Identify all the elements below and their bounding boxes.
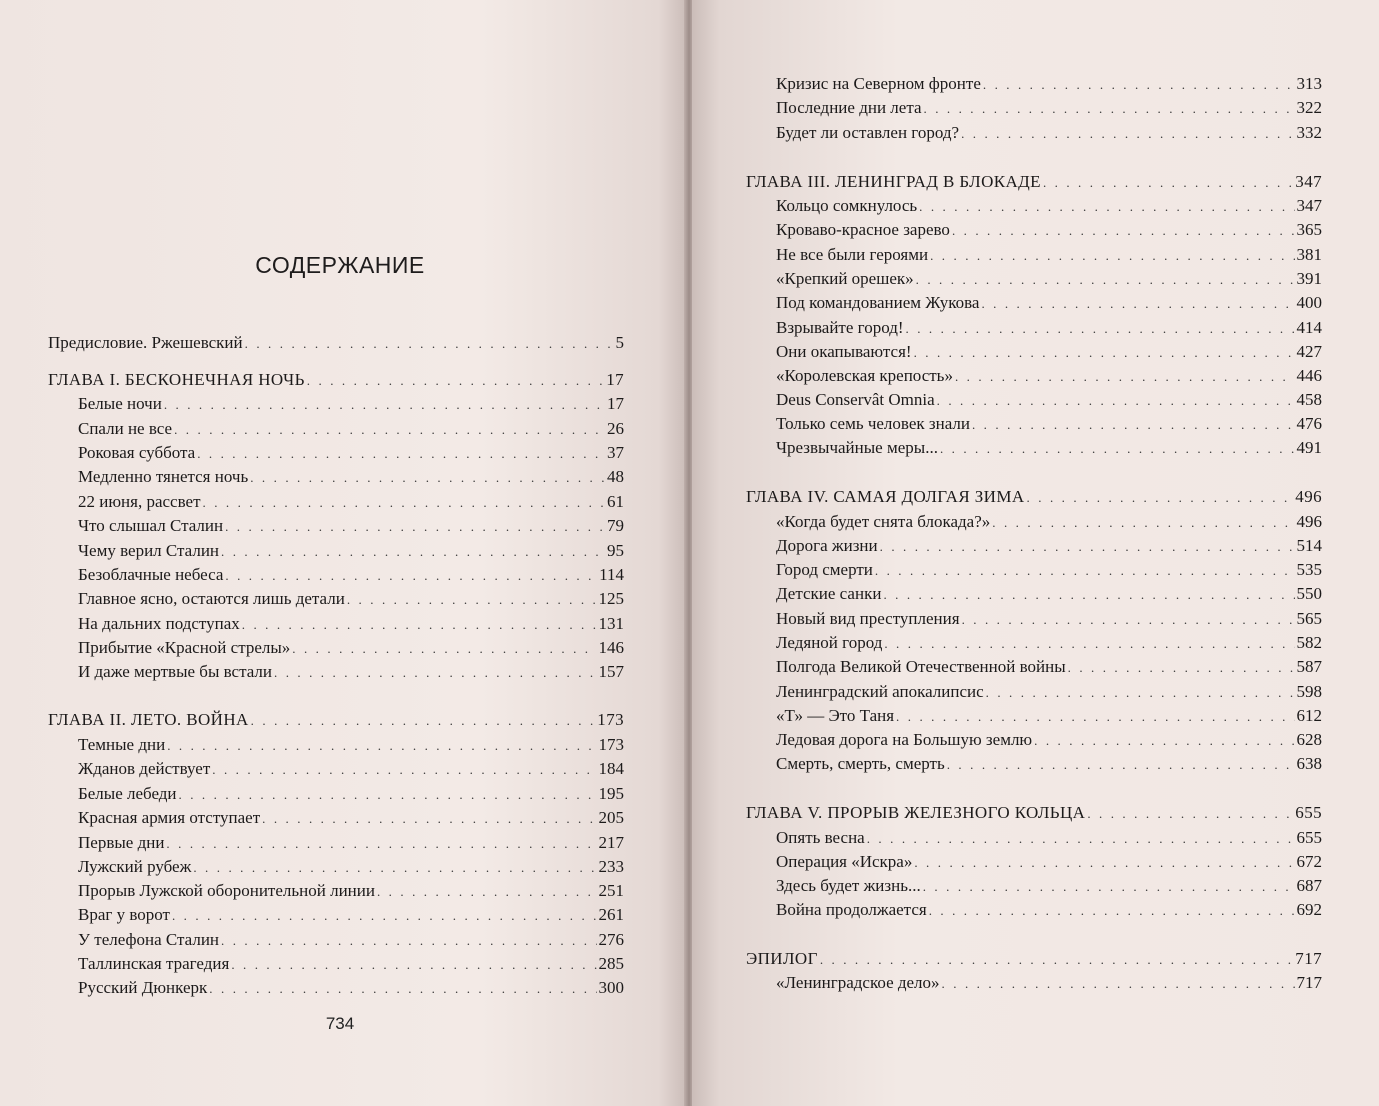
toc-entry-title: ГЛАВА V. ПРОРЫВ ЖЕЛЕЗНОГО КОЛЬЦА [746, 803, 1086, 822]
dot-leader [1027, 487, 1294, 509]
dot-leader [924, 98, 1295, 120]
toc-entry-title: Белые ночи [78, 394, 162, 413]
dot-leader [962, 609, 1295, 631]
toc-entry-title: Здесь будет жизнь... [776, 876, 921, 895]
toc-entry-title: Таллинская трагедия [78, 954, 230, 973]
toc-entry-title: Новый вид преступления [776, 609, 960, 628]
toc-entry-title: Полгода Великой Отечественной войны [776, 657, 1066, 676]
toc-entry-title: «Королевская крепость» [776, 366, 953, 385]
toc-entry-page: 157 [598, 662, 624, 681]
toc-entry-page: 95 [607, 541, 624, 560]
toc-entry-title: Прорыв Лужской оборонительной линии [78, 881, 375, 900]
toc-entry-page: 365 [1296, 220, 1322, 239]
dot-leader [906, 318, 1295, 340]
toc-entry [746, 341, 1322, 364]
toc-entry [48, 977, 624, 1000]
toc-entry-title: Что слышал Сталин [78, 516, 224, 535]
dot-leader [884, 633, 1294, 655]
toc-entry [48, 758, 624, 781]
toc-entry [746, 365, 1322, 388]
toc-entry-title: Чему верил Сталин [78, 541, 220, 560]
dot-leader [972, 414, 1295, 436]
toc-entry [746, 681, 1322, 704]
dot-leader [225, 516, 605, 538]
toc-entry-title: Дорога жизни [776, 536, 878, 555]
toc-entry [746, 292, 1322, 315]
toc-entry-title: ГЛАВА III. ЛЕНИНГРАД В БЛОКАДЕ [746, 172, 1041, 191]
toc-entry [48, 332, 624, 355]
toc-entry [48, 807, 624, 830]
toc-entry-page: 717 [1296, 973, 1322, 992]
toc-entry-title: Они окапываются! [776, 342, 912, 361]
toc-entry-page: 79 [607, 516, 624, 535]
toc-entry-title: Ледовая дорога на Большую землю [776, 730, 1033, 749]
toc-entry-page: 582 [1296, 633, 1322, 652]
toc-entry [48, 418, 624, 441]
toc-entry-title: ЭПИЛОГ [746, 949, 818, 968]
toc-entry-page: 146 [598, 638, 624, 657]
left-page [0, 0, 686, 1106]
toc-entry [746, 851, 1322, 874]
dot-leader [952, 220, 1295, 242]
toc-entry-title: Медленно тянется ночь [78, 467, 249, 486]
toc-entry [746, 656, 1322, 679]
dot-leader [164, 394, 605, 416]
toc-entry [48, 491, 624, 514]
dot-leader [307, 370, 604, 392]
toc-entry [746, 972, 1322, 995]
toc-entry-title: У телефона Сталин [78, 930, 220, 949]
dot-leader [981, 293, 1294, 315]
toc-entry-page: 414 [1296, 318, 1322, 337]
toc-entry-title: ГЛАВА I. БЕСКОНЕЧНАЯ НОЧЬ [48, 370, 305, 389]
toc-entry-title: Спали не все [78, 419, 173, 438]
dot-leader [961, 123, 1294, 145]
dot-leader [867, 828, 1295, 850]
toc-entry [48, 442, 624, 465]
toc-entry-page: 332 [1296, 123, 1322, 142]
toc-chapter-entry [746, 802, 1322, 825]
page-number: 734 [325, 1014, 355, 1033]
toc-entry-title: Опять весна [776, 828, 865, 847]
dot-leader [262, 808, 596, 830]
toc-entry [48, 588, 624, 611]
toc-entry-title: Кольцо сомкнулось [776, 196, 918, 215]
toc-entry-page: 400 [1296, 293, 1322, 312]
toc-entry-title: Город смерти [776, 560, 873, 579]
contents-heading: СОДЕРЖАНИЕ [255, 252, 425, 278]
dot-leader [1087, 803, 1293, 825]
dot-leader [914, 342, 1295, 364]
dot-leader [875, 560, 1295, 582]
toc-entry-page: 427 [1296, 342, 1322, 361]
dot-leader [992, 512, 1294, 534]
toc-chapter-entry [746, 171, 1322, 194]
toc-entry [48, 832, 624, 855]
toc-entry [48, 613, 624, 636]
dot-leader [172, 905, 597, 927]
toc-entry-title: Чрезвычайные меры... [776, 438, 938, 457]
right-page [692, 0, 1379, 1106]
dot-leader [209, 978, 596, 1000]
toc-entry-page: 628 [1296, 730, 1322, 749]
dot-leader [820, 949, 1293, 971]
toc-entry [746, 559, 1322, 582]
toc-entry-title: Предисловие. Ржешевский [48, 333, 243, 352]
toc-entry-title: Роковая суббота [78, 443, 196, 462]
toc-entry [48, 540, 624, 563]
dot-leader [225, 565, 597, 587]
toc-entry-title: Будет ли оставлен город? [776, 123, 960, 142]
toc-entry-page: 5 [615, 333, 624, 352]
toc-entry [746, 753, 1322, 776]
toc-entry [746, 97, 1322, 120]
toc-entry-page: 655 [1296, 828, 1322, 847]
toc-entry-page: 26 [607, 419, 624, 438]
toc-entry-title: Лужский рубеж [78, 857, 192, 876]
toc-entry-page: 458 [1296, 390, 1322, 409]
dot-leader [942, 973, 1295, 995]
toc-entry [746, 122, 1322, 145]
dot-leader [896, 706, 1294, 728]
toc-entry [48, 564, 624, 587]
toc-entry-page: 17 [606, 370, 624, 389]
toc-entry [48, 904, 624, 927]
toc-entry [746, 729, 1322, 752]
dot-leader [880, 536, 1295, 558]
toc-entry [746, 268, 1322, 291]
dot-leader [916, 269, 1295, 291]
toc-entry-title: ГЛАВА IV. САМАЯ ДОЛГАЯ ЗИМА [746, 487, 1025, 506]
dot-leader [955, 366, 1295, 388]
toc-chapter-entry [746, 486, 1322, 509]
toc-entry-title: Взрывайте город! [776, 318, 904, 337]
toc-entry-title: Deus Conservât Omnia [776, 390, 935, 409]
toc-entry [746, 195, 1322, 218]
toc-entry [48, 661, 624, 684]
toc-entry [48, 466, 624, 489]
dot-leader [923, 876, 1295, 898]
toc-entry-page: 565 [1296, 609, 1322, 628]
toc-chapter-entry [746, 948, 1322, 971]
toc-entry-page: 205 [598, 808, 624, 827]
toc-entry [746, 219, 1322, 242]
toc-entry [746, 875, 1322, 898]
toc-entry-page: 173 [597, 710, 624, 729]
toc-entry-page: 261 [598, 905, 624, 924]
toc-entry-page: 391 [1296, 269, 1322, 288]
dot-leader [174, 419, 605, 441]
toc-entry [48, 856, 624, 879]
toc-entry [746, 583, 1322, 606]
toc-entry-page: 717 [1295, 949, 1322, 968]
toc-entry [746, 511, 1322, 534]
toc-entry-title: «Ленинградское дело» [776, 973, 940, 992]
toc-entry-title: Враг у ворот [78, 905, 170, 924]
toc-entry-page: 598 [1296, 682, 1322, 701]
dot-leader [983, 74, 1295, 96]
toc-entry [48, 929, 624, 952]
dot-leader [242, 614, 597, 636]
toc-entry-title: 22 июня, рассвет [78, 492, 201, 511]
dot-leader [919, 196, 1294, 218]
toc-entry-page: 535 [1296, 560, 1322, 579]
dot-leader [914, 852, 1294, 874]
toc-entry-page: 251 [598, 881, 624, 900]
toc-entry-title: Смерть, смерть, смерть [776, 754, 945, 773]
toc-entry-page: 687 [1296, 876, 1322, 895]
toc-entry-page: 300 [598, 978, 624, 997]
toc-entry-title: Русский Дюнкерк [78, 978, 208, 997]
dot-leader [883, 584, 1294, 606]
toc-entry-page: 173 [598, 735, 624, 754]
toc-entry-title: Жданов действует [78, 759, 211, 778]
toc-entry-title: Только семь человек знали [776, 414, 970, 433]
toc-entry-page: 313 [1296, 74, 1322, 93]
toc-entry-title: Операция «Искра» [776, 852, 913, 871]
toc-entry-title: «Когда будет снята блокада?» [776, 512, 991, 531]
toc-entry [48, 880, 624, 903]
toc-entry-page: 655 [1295, 803, 1322, 822]
toc-entry-title: На дальних подступах [78, 614, 240, 633]
toc-entry [48, 515, 624, 538]
dot-leader [251, 710, 596, 732]
toc-entry-page: 195 [598, 784, 624, 803]
toc-entry [746, 705, 1322, 728]
toc-entry [48, 637, 624, 660]
toc-entry-page: 496 [1296, 512, 1322, 531]
toc-entry-page: 381 [1296, 245, 1322, 264]
toc-entry [48, 953, 624, 976]
toc-entry-page: 125 [598, 589, 624, 608]
toc-entry [746, 317, 1322, 340]
toc-entry-title: Безоблачные небеса [78, 565, 224, 584]
toc-entry-page: 446 [1296, 366, 1322, 385]
toc-entry-page: 48 [607, 467, 624, 486]
toc-entry [746, 608, 1322, 631]
toc-entry-title: Под командованием Жукова [776, 293, 980, 312]
dot-leader [929, 900, 1295, 922]
toc-entry-page: 17 [607, 394, 624, 413]
dot-leader [221, 930, 596, 952]
dot-leader [212, 759, 596, 781]
dot-leader [986, 682, 1295, 704]
toc-entry [48, 734, 624, 757]
toc-entry-page: 550 [1296, 584, 1322, 603]
toc-entry-page: 233 [598, 857, 624, 876]
toc-entry-page: 131 [598, 614, 624, 633]
dot-leader [377, 881, 597, 903]
dot-leader [1034, 730, 1294, 752]
toc-entry-page: 217 [598, 833, 624, 852]
dot-leader [203, 492, 605, 514]
dot-leader [245, 333, 614, 355]
toc-entry-page: 322 [1296, 98, 1322, 117]
toc-entry [746, 389, 1322, 412]
toc-entry-page: 638 [1296, 754, 1322, 773]
toc-entry [746, 73, 1322, 96]
toc-entry-title: Ледяной город [776, 633, 883, 652]
toc-entry-title: Первые дни [78, 833, 165, 852]
toc-entry-page: 514 [1296, 536, 1322, 555]
dot-leader [221, 541, 605, 563]
toc-entry [746, 535, 1322, 558]
toc-entry-title: ГЛАВА II. ЛЕТО. ВОЙНА [48, 710, 249, 729]
dot-leader [197, 443, 605, 465]
dot-leader [347, 589, 597, 611]
toc-entry-title: И даже мертвые бы встали [78, 662, 272, 681]
toc-entry-title: «Т» — Это Таня [776, 706, 895, 725]
toc-entry-page: 114 [599, 565, 624, 584]
toc-entry [746, 827, 1322, 850]
dot-leader [274, 662, 597, 684]
toc-entry-page: 612 [1296, 706, 1322, 725]
toc-entry-page: 692 [1296, 900, 1322, 919]
toc-entry-page: 587 [1296, 657, 1322, 676]
toc-entry-title: Белые лебеди [78, 784, 177, 803]
toc-entry [746, 413, 1322, 436]
dot-leader [179, 784, 597, 806]
toc-entry-title: Главное ясно, остаются лишь детали [78, 589, 345, 608]
toc-entry-title: Темные дни [78, 735, 166, 754]
toc-entry-title: Не все были героями [776, 245, 929, 264]
toc-entry-title: Война продолжается [776, 900, 927, 919]
toc-entry-title: «Крепкий орешек» [776, 269, 914, 288]
dot-leader [940, 438, 1295, 460]
toc-entry [746, 244, 1322, 267]
dot-leader [193, 857, 596, 879]
toc-entry-title: Последние дни лета [776, 98, 922, 117]
toc-entry-title: Ленинградский апокалипсис [776, 682, 984, 701]
dot-leader [1068, 657, 1295, 679]
toc-entry-title: Кризис на Северном фронте [776, 74, 981, 93]
toc-chapter-entry [48, 709, 624, 732]
dot-leader [231, 954, 596, 976]
dot-leader [292, 638, 596, 660]
dot-leader [166, 833, 596, 855]
toc-entry-page: 491 [1296, 438, 1322, 457]
toc-entry [48, 393, 624, 416]
toc-entry-page: 496 [1295, 487, 1322, 506]
toc-entry-title: Кроваво-красное зарево [776, 220, 950, 239]
dot-leader [947, 754, 1295, 776]
toc-entry [746, 437, 1322, 460]
toc-entry-page: 347 [1296, 196, 1322, 215]
toc-entry-page: 61 [607, 492, 624, 511]
dot-leader [250, 467, 605, 489]
toc-entry [746, 632, 1322, 655]
toc-entry-title: Прибытие «Красной стрелы» [78, 638, 291, 657]
toc-entry-page: 347 [1295, 172, 1322, 191]
toc-entry-page: 276 [598, 930, 624, 949]
toc-entry-page: 184 [598, 759, 624, 778]
toc-chapter-entry [48, 369, 624, 392]
dot-leader [167, 735, 596, 757]
toc-entry-page: 476 [1296, 414, 1322, 433]
toc-entry-page: 672 [1296, 852, 1322, 871]
dot-leader [930, 245, 1294, 267]
dot-leader [937, 390, 1295, 412]
toc-entry [746, 899, 1322, 922]
toc-entry-title: Красная армия отступает [78, 808, 261, 827]
toc-entry-title: Детские санки [776, 584, 882, 603]
toc-entry [48, 783, 624, 806]
toc-entry-page: 285 [598, 954, 624, 973]
toc-entry-page: 37 [607, 443, 624, 462]
dot-leader [1043, 172, 1293, 194]
